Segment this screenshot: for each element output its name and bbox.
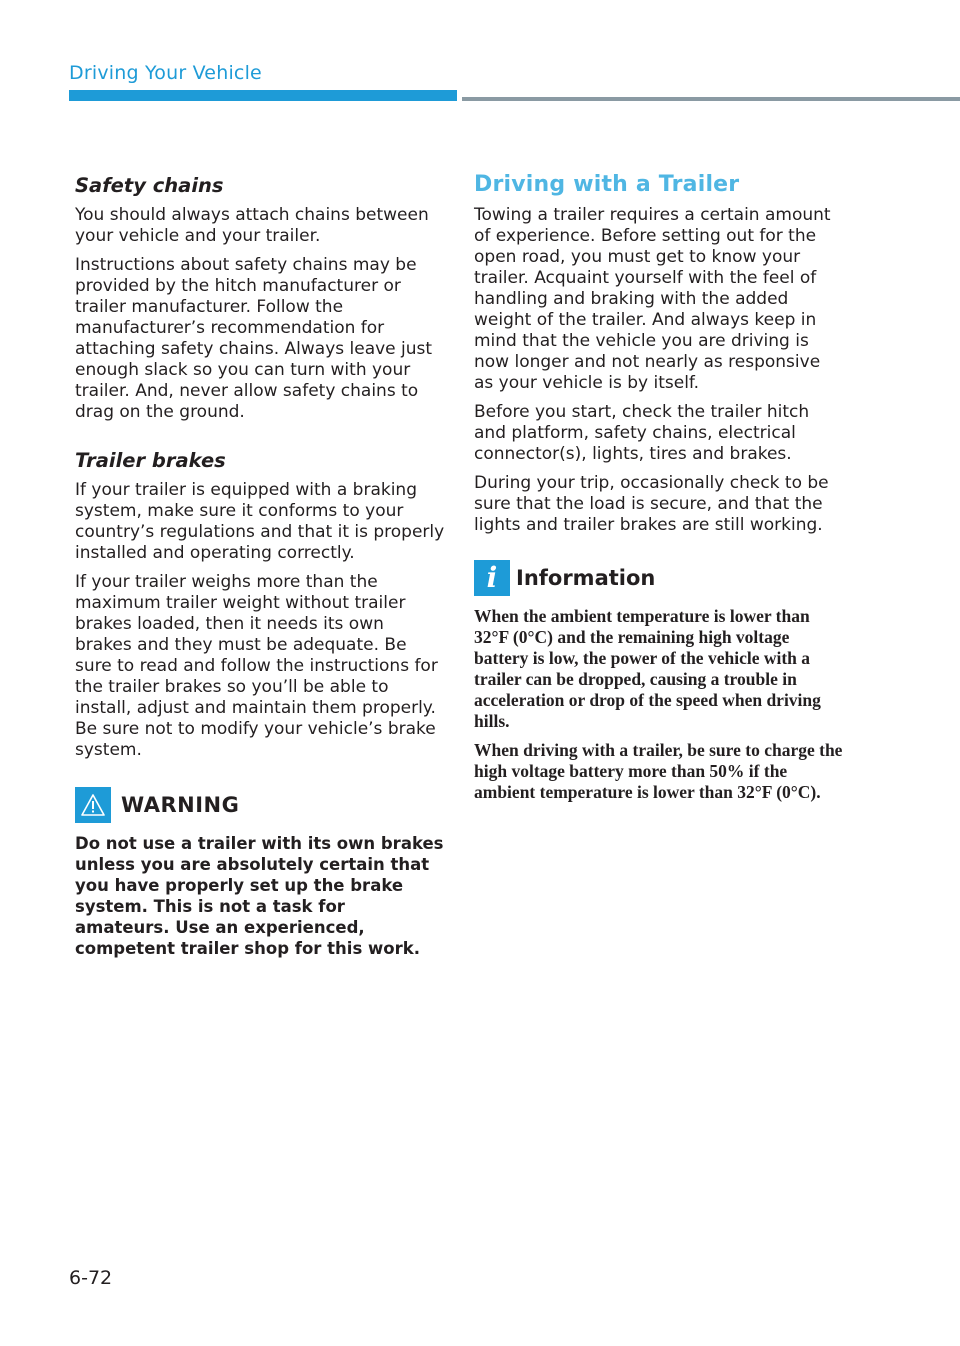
warning-header — [75, 787, 445, 823]
left-column — [75, 170, 445, 959]
information-header — [474, 560, 844, 596]
paragraph: If your trailer weighs more than the maximum trailer weight without trailer brakes loaded, then it needs its own brakes and they must be adequate. Be sure to read and follow the instructions for the trailer brakes so you’ll be able to install, adjust and maintain them properly. Be sure not to modify your vehicle’s brake system. — [75, 572, 438, 760]
paragraph: If your trailer is equipped with a braking system, make sure it conforms to your country’s regulations and that it is properly installed and operating correctly. — [75, 480, 445, 563]
header-rule-gray — [462, 97, 960, 101]
trailer-brakes-section — [75, 449, 445, 761]
paragraph: Towing a trailer requires a certain amount of experience. Before setting out for the open road, you must get to know your trailer. Acquaint yourself with the feel of handling and braking with the added weight of the trailer. And always keep in mind that the vehicle you are driving is now longer and not nearly as responsive as your vehicle is by itself. — [474, 205, 831, 393]
information-text: When driving with a trailer, be sure to charge the high voltage battery more than 50% if the ambient temperature is lower than 32°F (0°C). — [474, 740, 843, 802]
warning-title: WARNING — [121, 793, 240, 817]
header-rule-accent — [69, 90, 457, 101]
warning-notice — [75, 787, 445, 959]
trailer-brakes-heading: Trailer brakes — [75, 449, 226, 472]
warning-text: Do not use a trailer with its own brakes unless you are absolutely certain that you have properly set up the brake system. This is not a task for amateurs. Use an experienced, competent trailer shop for this work. — [75, 834, 444, 958]
information-icon: i — [474, 560, 510, 596]
paragraph: You should always attach chains between your vehicle and your trailer. — [75, 205, 429, 246]
safety-chains-section — [75, 174, 445, 423]
paragraph: Before you start, check the trailer hitch and platform, safety chains, electrical connector(s), lights, tires and brakes. — [474, 402, 810, 464]
safety-chains-heading: Safety chains — [75, 174, 224, 197]
right-column — [474, 170, 844, 811]
paragraph: Instructions about safety chains may be provided by the hitch manufacturer or trailer manufacturer. Follow the manufacturer’s recommendation for attaching safety chains. Always leave just enough slack so you can turn with your trailer. And, never allow safety chains to drag on the ground. — [75, 255, 433, 422]
page-number: 6-72 — [69, 1267, 113, 1289]
paragraph: During your trip, occasionally check to be sure that the load is secure, and that the lights and trailer brakes are still working. — [474, 473, 829, 535]
information-title: Information — [516, 566, 656, 590]
driving-with-trailer-heading: Driving with a Trailer — [474, 172, 740, 197]
information-text: When the ambient temperature is lower than 32°F (0°C) and the remaining high voltage battery is low, the power of the vehicle with a trailer can be dropped, causing a trouble in acceleration or drop of the speed when driving hills. — [474, 606, 821, 731]
header-title: Driving Your Vehicle — [69, 62, 262, 84]
information-notice — [474, 560, 844, 803]
warning-triangle-icon — [75, 787, 111, 823]
driving-with-trailer-section — [474, 172, 844, 536]
